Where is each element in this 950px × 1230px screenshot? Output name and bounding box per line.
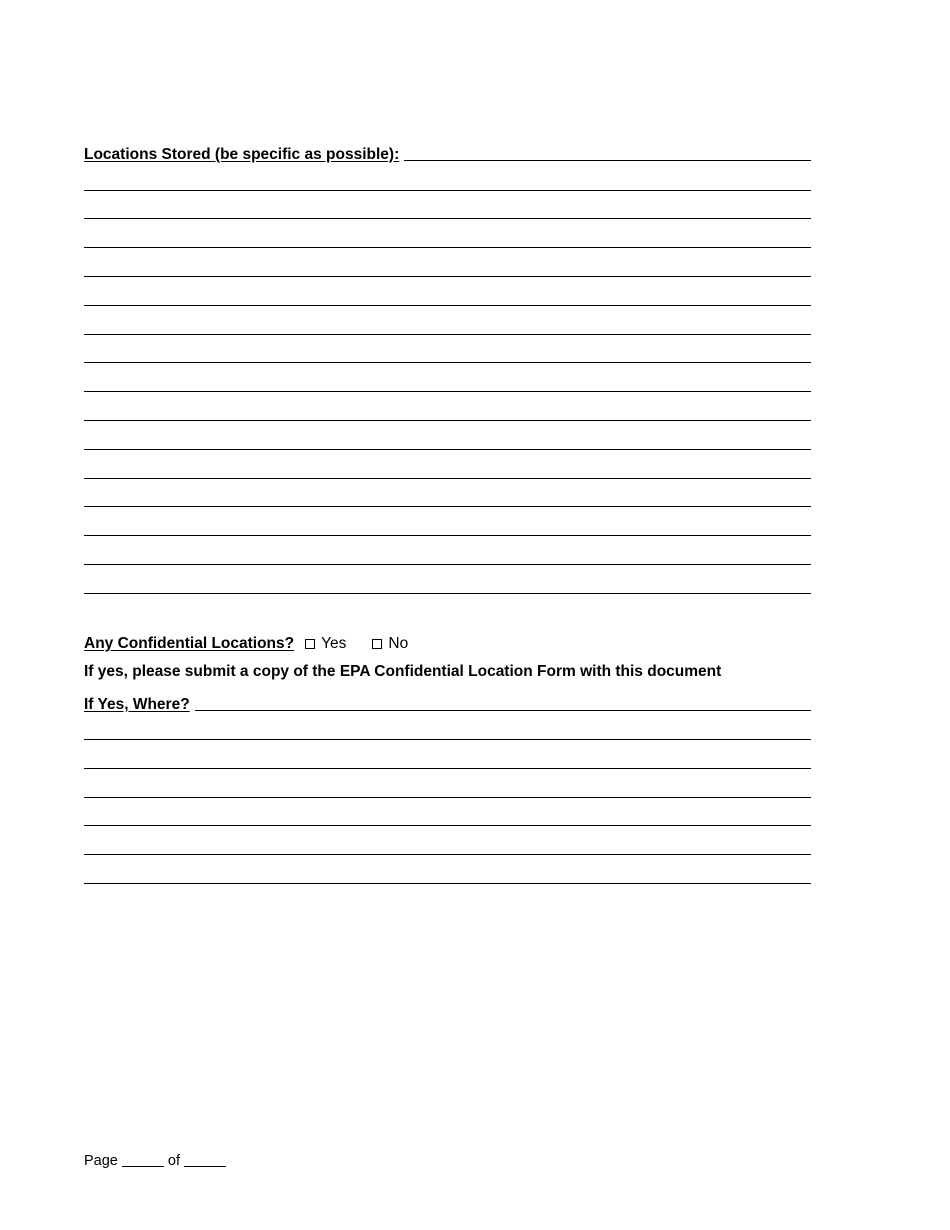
confidential-question-label: Any Confidential Locations? xyxy=(84,635,295,652)
writing-line[interactable] xyxy=(84,854,811,855)
writing-line[interactable] xyxy=(84,535,811,536)
writing-line[interactable] xyxy=(84,420,811,421)
writing-line[interactable] xyxy=(84,218,811,219)
writing-line[interactable] xyxy=(84,593,811,594)
writing-line[interactable] xyxy=(84,247,811,248)
page-footer xyxy=(84,1153,230,1169)
yes-label: Yes xyxy=(321,635,347,652)
writing-line[interactable] xyxy=(84,564,811,565)
confidential-note: If yes, please submit a copy of the EPA Confidential Location Form with this document xyxy=(84,663,722,680)
where-row xyxy=(84,690,811,712)
where-label: If Yes, Where? xyxy=(84,695,190,713)
where-field[interactable] xyxy=(195,710,811,711)
no-option[interactable] xyxy=(372,635,408,653)
writing-line[interactable] xyxy=(84,334,811,335)
writing-line[interactable] xyxy=(84,797,811,798)
writing-line[interactable] xyxy=(84,478,811,479)
writing-line[interactable] xyxy=(84,506,811,507)
confidential-question-row xyxy=(84,634,408,654)
writing-line[interactable] xyxy=(84,768,811,769)
locations-stored-field[interactable] xyxy=(404,160,811,161)
writing-line[interactable] xyxy=(84,190,811,191)
page-total-field[interactable] xyxy=(184,1166,226,1167)
of-label: of xyxy=(167,1153,180,1169)
writing-line[interactable] xyxy=(84,362,811,363)
yes-checkbox[interactable] xyxy=(305,639,315,649)
locations-stored-row xyxy=(84,140,811,162)
no-label: No xyxy=(388,635,409,652)
writing-line[interactable] xyxy=(84,391,811,392)
writing-line[interactable] xyxy=(84,276,811,277)
no-checkbox[interactable] xyxy=(372,639,382,649)
page-label: Page xyxy=(84,1153,118,1169)
writing-line[interactable] xyxy=(84,449,811,450)
writing-line[interactable] xyxy=(84,739,811,740)
yes-option[interactable] xyxy=(305,635,346,653)
writing-line[interactable] xyxy=(84,305,811,306)
locations-stored-label: Locations Stored (be specific as possible): xyxy=(84,145,400,163)
page-number-field[interactable] xyxy=(122,1166,164,1167)
writing-line[interactable] xyxy=(84,883,811,884)
writing-line[interactable] xyxy=(84,825,811,826)
